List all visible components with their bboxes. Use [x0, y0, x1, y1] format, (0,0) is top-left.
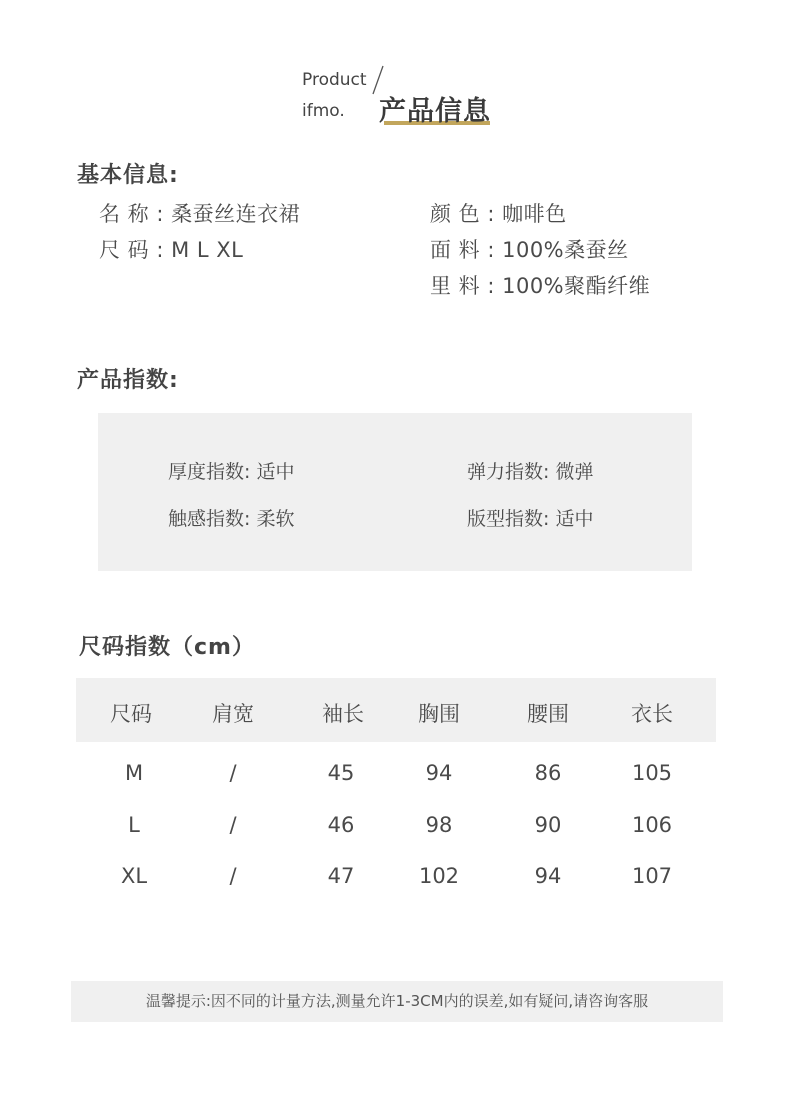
table-cell: 94 — [425, 761, 453, 785]
table-cell: 107 — [631, 864, 673, 888]
info-size: 尺 码 : M L XL — [99, 238, 244, 262]
table-cell: M — [124, 761, 144, 785]
table-cell: L — [128, 813, 140, 837]
table-header-cell: 衣长 — [631, 702, 673, 726]
page-title: 产品信息 — [379, 96, 491, 127]
table-cell: / — [229, 761, 237, 785]
table-cell: XL — [120, 864, 148, 888]
measurement-note: 温馨提示:因不同的计量方法,测量允许1-3CM内的误差,如有疑问,请咨询客服 — [145, 992, 649, 1010]
header-english-line2: ifmo. — [302, 101, 345, 121]
table-header-cell: 尺码 — [110, 702, 152, 726]
table-header-cell: 胸围 — [418, 702, 460, 726]
table-cell: 86 — [534, 761, 562, 785]
table-cell: 45 — [327, 761, 355, 785]
index-fit: 版型指数: 适中 — [467, 508, 594, 530]
info-lining: 里 料 : 100%聚酯纤维 — [430, 274, 651, 298]
table-header-cell: 腰围 — [527, 702, 569, 726]
size-table-title: 尺码指数（cm） — [79, 635, 255, 660]
table-cell: 47 — [327, 864, 355, 888]
product-index-title: 产品指数: — [77, 368, 179, 393]
table-cell: / — [229, 813, 237, 837]
table-cell: 102 — [418, 864, 460, 888]
table-cell: 94 — [534, 864, 562, 888]
table-header-cell: 袖长 — [322, 702, 364, 726]
table-cell: 106 — [631, 813, 673, 837]
header-english-line1: Product — [302, 70, 367, 90]
index-thickness: 厚度指数: 适中 — [168, 461, 295, 483]
table-cell: 90 — [534, 813, 562, 837]
table-cell: 98 — [425, 813, 453, 837]
table-cell: / — [229, 864, 237, 888]
info-name: 名 称 : 桑蚕丝连衣裙 — [99, 202, 301, 226]
basic-info-title: 基本信息: — [77, 163, 179, 188]
product-index-panel — [98, 413, 692, 571]
info-fabric: 面 料 : 100%桑蚕丝 — [430, 238, 629, 262]
table-header-cell: 肩宽 — [212, 702, 254, 726]
table-cell: 105 — [631, 761, 673, 785]
info-color: 颜 色 : 咖啡色 — [430, 202, 567, 226]
size-table-header-row — [76, 678, 716, 742]
index-touch: 触感指数: 柔软 — [168, 508, 295, 530]
index-elasticity: 弹力指数: 微弹 — [467, 461, 594, 483]
table-cell: 46 — [327, 813, 355, 837]
